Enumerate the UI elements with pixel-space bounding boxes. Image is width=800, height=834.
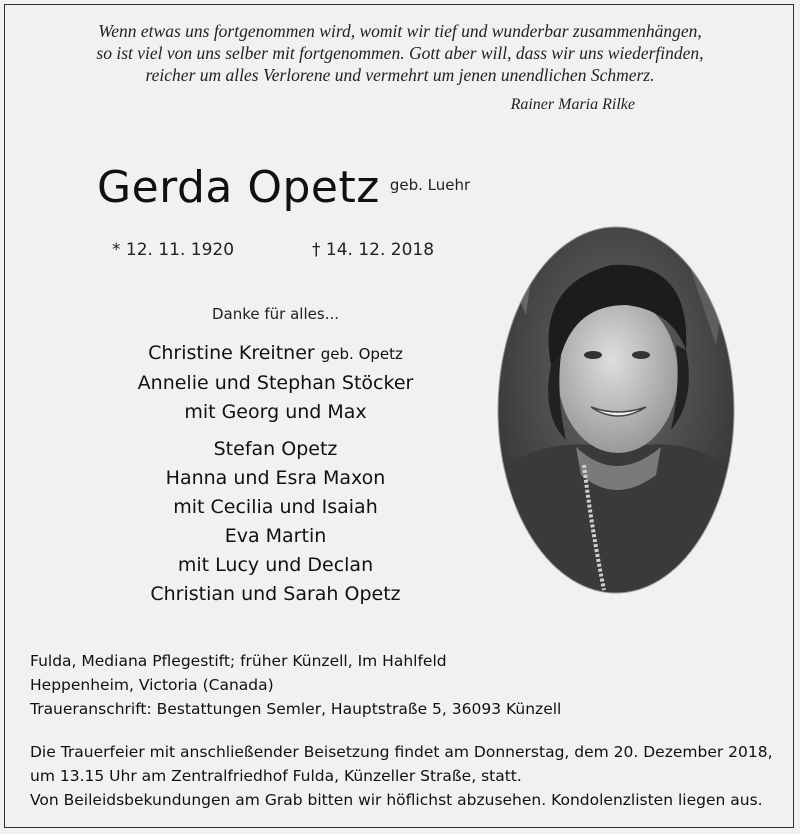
ceremony-line: Die Trauerfeier mit anschließender Beisetzung findet am Donnerstag, dem 20. Dezember 2018, bbox=[30, 743, 773, 761]
quote-line: Wenn etwas uns fortgenommen wird, womit wir tief und wunderbar zusammenhängen, bbox=[98, 21, 702, 41]
ceremony-info bbox=[30, 740, 775, 812]
mourner-line: Eva Martin bbox=[224, 525, 327, 547]
mourner-line: mit Georg und Max bbox=[184, 401, 367, 423]
mourner-line: mit Lucy und Declan bbox=[177, 554, 374, 576]
mourner-line: mit Cecilia und Isaiah bbox=[173, 496, 378, 518]
places-block bbox=[30, 649, 770, 721]
deceased-name-line bbox=[97, 162, 470, 213]
mourner-name: Christine Kreitner bbox=[148, 342, 315, 364]
group-spacer bbox=[98, 427, 453, 435]
birth-date: * 12. 11. 1920 bbox=[112, 240, 235, 260]
ceremony-line: um 13.15 Uhr am Zentralfriedhof Fulda, Künzeller Straße, statt. bbox=[30, 767, 522, 785]
mourner-line bbox=[98, 339, 453, 369]
deceased-name: Gerda Opetz bbox=[97, 162, 380, 213]
maiden-name: geb. Luehr bbox=[389, 176, 471, 194]
mourning-address: Traueranschrift: Bestattungen Semler, Hauptstraße 5, 36093 Künzell bbox=[30, 700, 562, 718]
mourner-line: Annelie und Stephan Stöcker bbox=[137, 372, 414, 394]
mourner-line: Christian und Sarah Opetz bbox=[150, 583, 401, 605]
death-date: † 14. 12. 2018 bbox=[312, 240, 435, 260]
ceremony-line: Von Beileidsbekundungen am Grab bitten wir höflichst abzusehen. Kondolenzlisten liegen aus. bbox=[30, 791, 763, 809]
place-line: Heppenheim, Victoria (Canada) bbox=[30, 676, 274, 694]
thanks-line: Danke für alles... bbox=[212, 305, 339, 323]
portrait-photo bbox=[496, 225, 736, 595]
quote-line: reicher um alles Verlorene und vermehrt um jenen unendlichen Schmerz. bbox=[145, 65, 655, 85]
mourner-line: Hanna und Esra Maxon bbox=[165, 467, 386, 489]
rilke-quote bbox=[0, 20, 800, 86]
mourners-list bbox=[98, 339, 453, 609]
mourner-maiden-name: geb. Opetz bbox=[320, 345, 403, 363]
mourner-line: Stefan Opetz bbox=[213, 438, 338, 460]
quote-line: so ist viel von uns selber mit fortgenommen. Gott aber will, dass wir uns wiederfinden, bbox=[96, 43, 704, 63]
place-line: Fulda, Mediana Pflegestift; früher Künzell, Im Hahlfeld bbox=[30, 652, 447, 670]
quote-author: Rainer Maria Rilke bbox=[510, 96, 635, 113]
